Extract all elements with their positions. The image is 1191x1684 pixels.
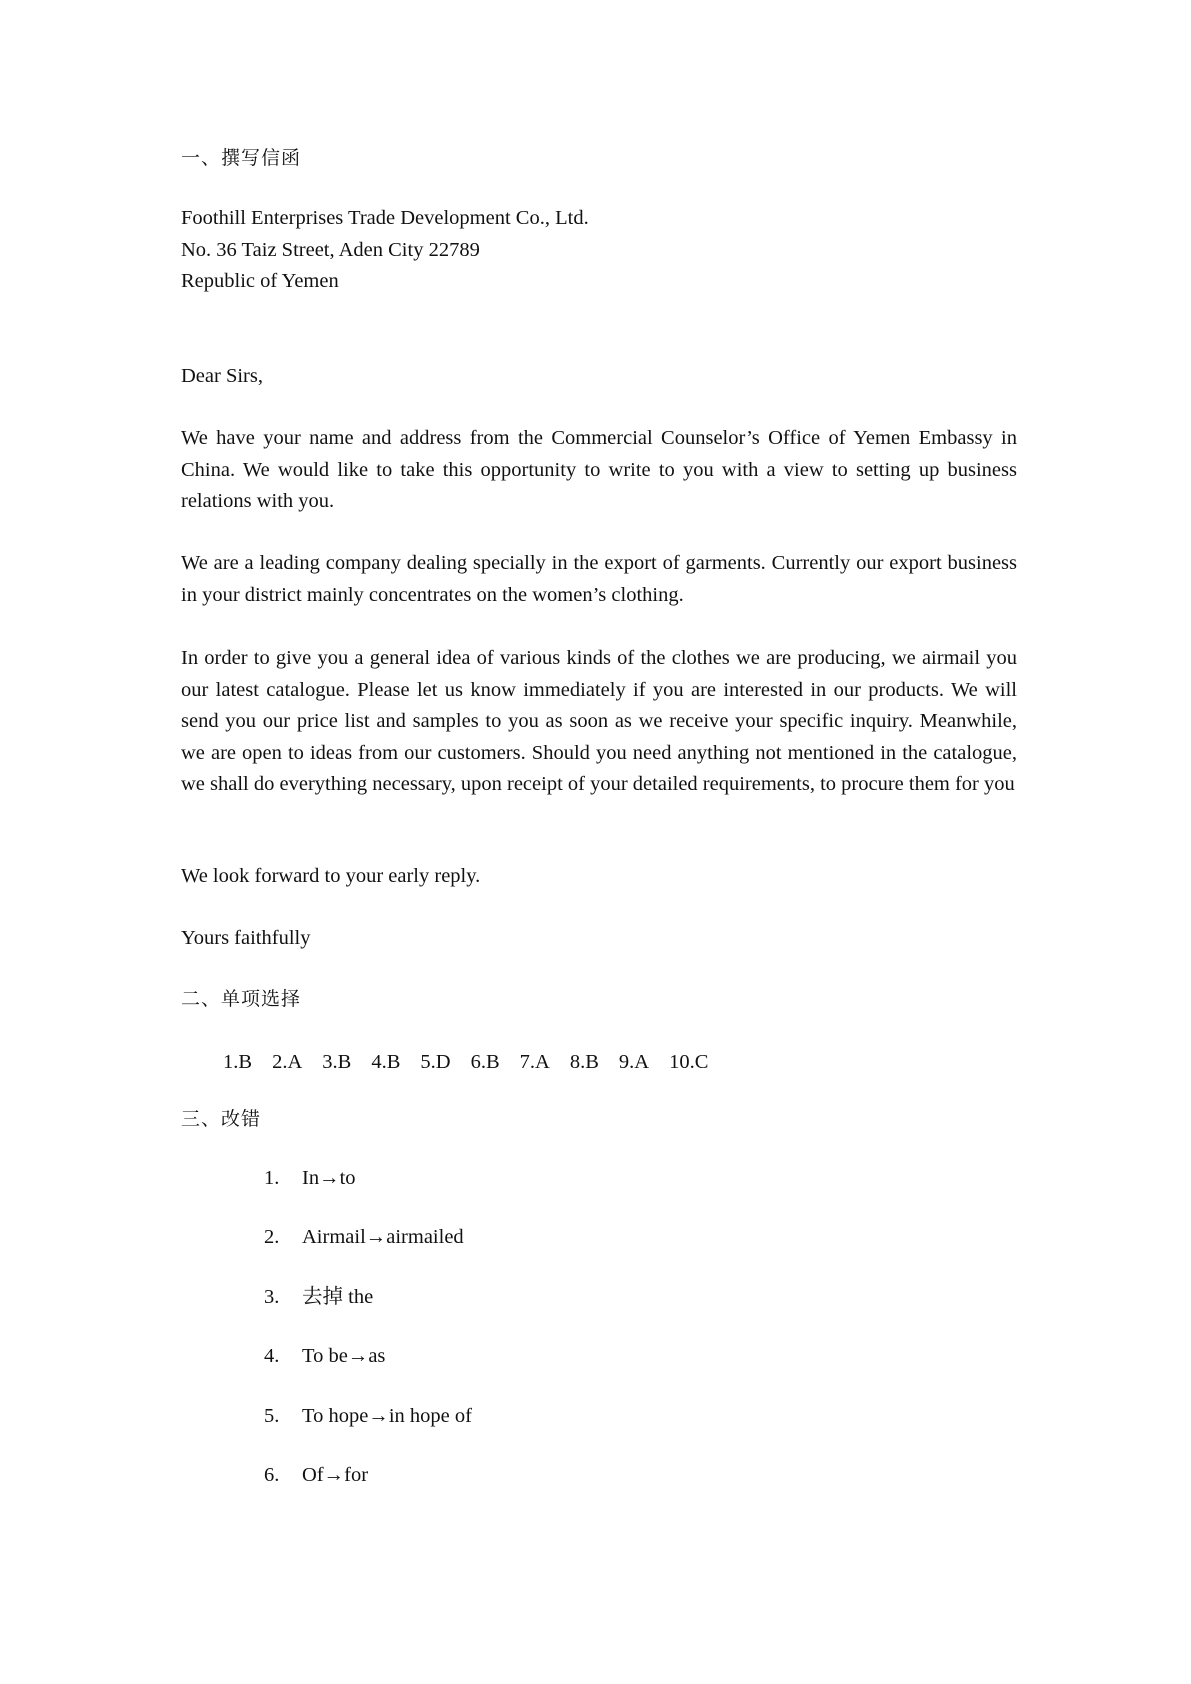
correction-text: 去掉 the xyxy=(302,1285,374,1308)
address-line-country: Republic of Yemen xyxy=(181,270,339,292)
section2-heading: 二、单项选择 xyxy=(181,988,302,1010)
letter-paragraph-3: In order to give you a general idea of various kinds of the clothes we are producing, we airmail you our latest catalogue. Please let us know immediately if you are interested in our products. We will send you our price list and samples to you as soon as we receive your specific inquiry. Meanwhile, we are open to ideas from our customers. Should you need anything not mentioned in the catalogue, we shall do everything necessary, upon receipt of your detailed requirements, to procure them for you xyxy=(181,647,1017,795)
corrections-list xyxy=(264,1163,472,1519)
address-line-company: Foothill Enterprises Trade Development Co., Ltd. xyxy=(181,207,589,229)
answer-item: 7.A xyxy=(519,1051,550,1073)
letter-paragraph-2: We are a leading company dealing specially in the export of garments. Currently our export business in your district mainly concentrates on the women’s clothing. xyxy=(181,552,1017,606)
correction-number: 2. xyxy=(264,1226,280,1249)
sign-off: Yours faithfully xyxy=(181,927,311,949)
correction-text: In→to xyxy=(302,1167,356,1189)
answer-item: 1.B xyxy=(223,1051,253,1073)
answer-item: 8.B xyxy=(569,1051,599,1073)
correction-number: 3. xyxy=(264,1285,280,1308)
answer-item: 2.A xyxy=(272,1051,303,1073)
correction-item xyxy=(264,1222,472,1281)
section3-heading: 三、改错 xyxy=(181,1108,262,1130)
closing-line: We look forward to your early reply. xyxy=(181,865,481,887)
correction-item xyxy=(264,1282,472,1341)
correction-text: Of→for xyxy=(302,1463,369,1486)
multiple-choice-answers xyxy=(223,1047,728,1078)
correction-number: 4. xyxy=(264,1345,280,1368)
address-line-street: No. 36 Taiz Street, Aden City 22789 xyxy=(181,238,480,261)
answer-item: 4.B xyxy=(371,1051,401,1073)
answer-item: 3.B xyxy=(322,1051,352,1073)
correction-number: 5. xyxy=(264,1404,280,1427)
correction-text: To hope→in hope of xyxy=(302,1404,472,1427)
correction-item xyxy=(264,1163,472,1222)
correction-item xyxy=(264,1401,472,1460)
answer-item: 6.B xyxy=(470,1051,500,1073)
correction-text: Airmail→airmailed xyxy=(302,1226,464,1249)
section1-heading: 一、撰写信函 xyxy=(181,147,302,169)
answer-item: 9.A xyxy=(618,1051,650,1073)
answer-item: 5.D xyxy=(420,1051,451,1073)
correction-number: 6. xyxy=(264,1463,280,1486)
letter-paragraph-1: We have your name and address from the Commercial Counselor’s Office of Yemen Embassy in China. We would like to take this opportunity to write to you with a view to setting up business relations with you. xyxy=(181,427,1017,512)
salutation: Dear Sirs, xyxy=(181,365,263,387)
correction-text: To be→as xyxy=(302,1345,386,1368)
recipient-address xyxy=(181,203,1017,298)
correction-item xyxy=(264,1460,472,1519)
correction-item xyxy=(264,1341,472,1400)
answer-item: 10.C xyxy=(669,1051,709,1073)
correction-number: 1. xyxy=(264,1167,280,1189)
